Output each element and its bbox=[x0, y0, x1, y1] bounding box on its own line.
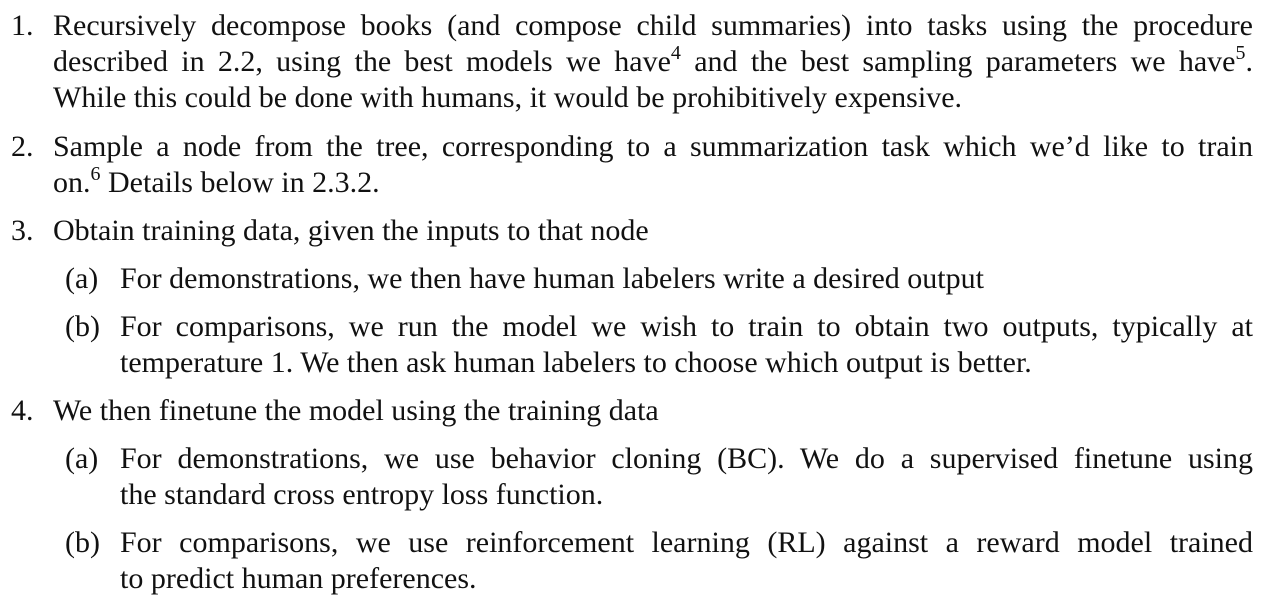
list-item-text bbox=[53, 129, 1253, 201]
list-item-4 bbox=[0, 393, 1253, 429]
text-line: We then finetune the model using the training data bbox=[53, 394, 659, 427]
sub-item-text bbox=[120, 261, 1253, 297]
text-line: Sample a node from the tree, corresponding to a summarization task which we’d like to train bbox=[53, 130, 1253, 163]
text-line: the standard cross entropy loss function. bbox=[120, 478, 604, 511]
list-item-text bbox=[53, 393, 1253, 429]
list-item-3 bbox=[0, 213, 1253, 249]
sub-item-3b bbox=[0, 309, 1253, 381]
text-line bbox=[53, 165, 1253, 201]
footnote-marker-6[interactable]: 6 bbox=[90, 163, 101, 185]
sub-list-label: (b) bbox=[65, 526, 100, 559]
text-line: Obtain training data, given the inputs to that node bbox=[53, 214, 649, 247]
text-line: For demonstrations, we use behavior cloning (BC). We do a supervised finetune using bbox=[120, 442, 1253, 475]
sub-item-3a bbox=[0, 261, 1253, 297]
text-segment: described in 2.2, using the best models we have bbox=[53, 45, 671, 78]
text-line: temperature 1. We then ask human labelers to choose which output is better. bbox=[120, 346, 1032, 379]
text-segment: Details below in 2.3.2. bbox=[100, 166, 380, 199]
text-line: While this could be done with humans, it would be prohibitively expensive. bbox=[53, 81, 963, 114]
sub-item-4a bbox=[0, 441, 1253, 513]
sub-item-text bbox=[120, 441, 1253, 513]
footnote-marker-4[interactable]: 4 bbox=[670, 42, 681, 64]
text-line: Recursively decompose books (and compose child summaries) into tasks using the procedure bbox=[53, 9, 1253, 42]
text-line: For comparisons, we use reinforcement learning (RL) against a reward model trained bbox=[120, 526, 1253, 559]
sub-list-label: (a) bbox=[65, 262, 99, 295]
list-item-2 bbox=[0, 129, 1253, 201]
sub-item-text bbox=[120, 309, 1253, 381]
text-line: For demonstrations, we then have human labelers write a desired output bbox=[120, 262, 984, 295]
list-item-text bbox=[53, 213, 1253, 249]
list-number: 4. bbox=[11, 394, 34, 427]
sub-item-4b bbox=[0, 525, 1253, 597]
list-number: 3. bbox=[11, 214, 34, 247]
text-segment: . bbox=[1245, 45, 1253, 78]
text-line bbox=[53, 44, 1253, 80]
sub-list-label: (b) bbox=[65, 310, 100, 343]
list-item-1 bbox=[0, 8, 1253, 116]
procedure-list bbox=[0, 8, 1270, 597]
sub-item-text bbox=[120, 525, 1253, 597]
list-number: 2. bbox=[11, 130, 34, 163]
sub-list-label: (a) bbox=[65, 442, 99, 475]
text-line: to predict human preferences. bbox=[120, 562, 477, 595]
footnote-marker-5[interactable]: 5 bbox=[1235, 42, 1246, 64]
text-segment: on. bbox=[53, 166, 91, 199]
list-number: 1. bbox=[11, 9, 34, 42]
list-item-text bbox=[53, 8, 1253, 116]
text-line: For comparisons, we run the model we wish to train to obtain two outputs, typically at bbox=[120, 310, 1253, 343]
text-segment: and the best sampling parameters we have bbox=[680, 45, 1236, 78]
